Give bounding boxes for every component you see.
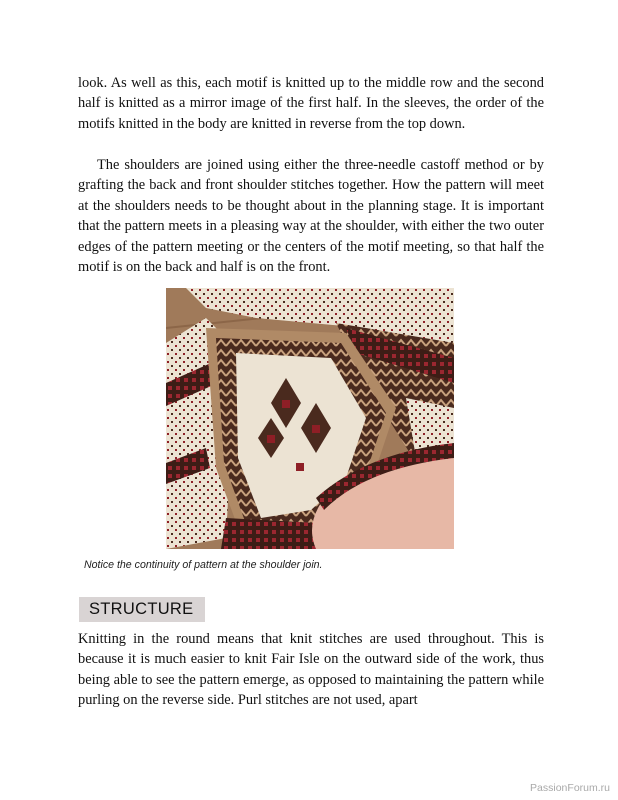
section-heading: STRUCTURE [79, 597, 205, 622]
body-paragraph-3: Knitting in the round means that knit stitches are used throughout. This is because it is much easier to knit Fair Isle on the outward side of the work, thus being able to see the pattern emerge, as opposed to maintaining the pattern while purling on the reverse side. Purl stitches are not used, apart [78, 631, 544, 709]
watermark: PassionForum.ru [530, 782, 610, 794]
body-paragraph-1: look. As well as this, each motif is knitted up to the middle row and the second half is knitted as a mirror image of the first half. In the sleeves, the order of the motifs knitted in the body are knitted in reverse from the top down. [78, 75, 544, 132]
figure-caption: Notice the continuity of pattern at the shoulder join. [84, 559, 323, 571]
body-paragraph-2: The shoulders are joined using either the three-needle castoff method or by grafting the back and front shoulder stitches together. How the pattern will meet at the shoulders needs to be thought about in the planning stage. It is important that the pattern meets in a pleasing way at the shoulder, with either the two outer edges of the pattern meeting or the centers of the motif meeting, so that half the motif is on the back and half is on the front. [78, 157, 544, 276]
sweater-shoulder-photo [166, 288, 454, 549]
